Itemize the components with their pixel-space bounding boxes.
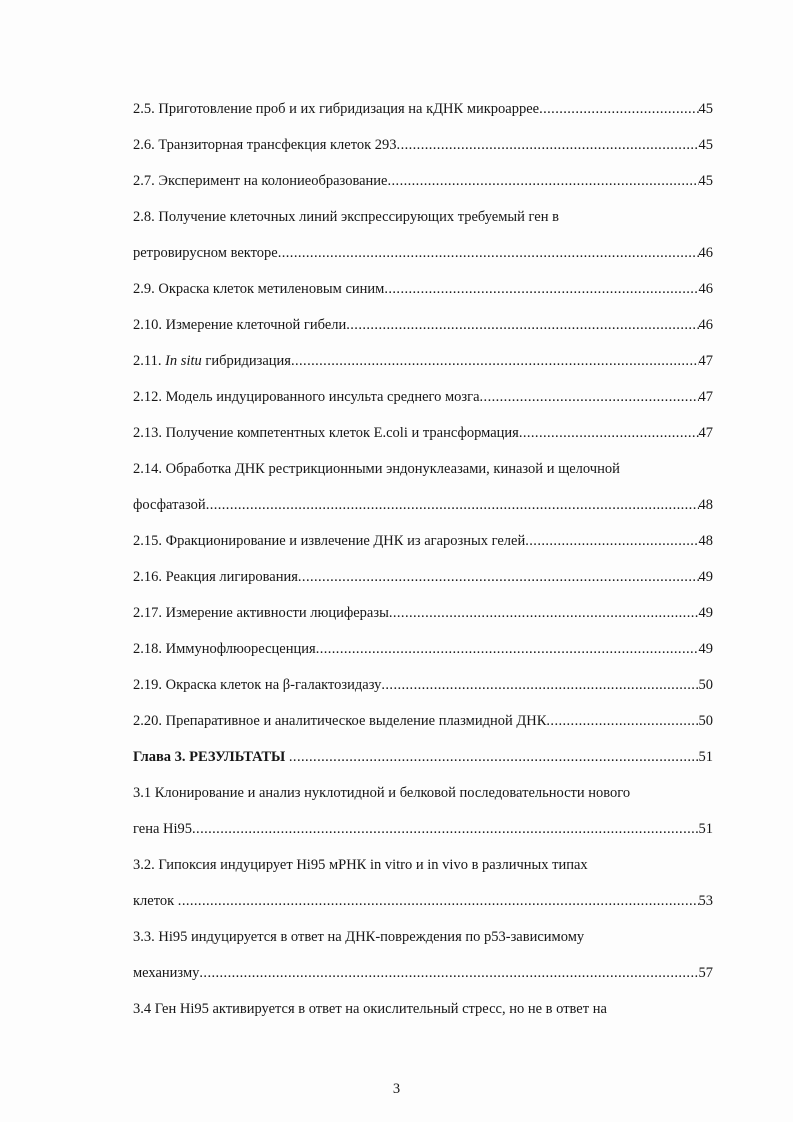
toc-entry-2-12[interactable] (133, 388, 713, 406)
toc-leader-dots (388, 172, 699, 190)
toc-entry-title: 2.16. Реакция лигирования (133, 569, 298, 585)
toc-page-number: 45 (698, 101, 713, 117)
toc-entry-title: гена Hi95 (133, 821, 193, 837)
toc-leader-dots (480, 388, 699, 406)
toc-leader-dots (539, 100, 698, 118)
toc-entry-2-20[interactable] (133, 712, 713, 730)
toc-page-number: 48 (698, 497, 713, 513)
toc-leader-dots (278, 244, 699, 262)
toc-leader-dots (289, 748, 699, 766)
toc-page-number: 46 (698, 245, 713, 261)
toc-entry-title: 2.17. Измерение активности люциферазы (133, 605, 389, 621)
toc-entry-3-1-line1[interactable]: 3.1 Клонирование и анализ нуклотидной и белковой последовательности нового (133, 785, 631, 801)
toc-page-number: 48 (698, 533, 713, 549)
toc-leader-dots (291, 352, 699, 370)
toc-entry-2-14[interactable] (133, 496, 713, 514)
toc-page-number: 46 (698, 281, 713, 297)
toc-page-number: 49 (698, 569, 713, 585)
toc-entry-2-9[interactable] (133, 280, 713, 298)
toc-entry-italic: In situ (165, 353, 202, 369)
toc-entry-3-2[interactable] (133, 892, 713, 910)
toc-entry-2-5[interactable] (133, 100, 713, 118)
toc-entry-2-19[interactable] (133, 676, 713, 694)
toc-entry-3-4-line1[interactable]: 3.4 Ген Hi95 активируется в ответ на окислительный стресс, но не в ответ на (133, 1001, 607, 1017)
toc-page-number: 53 (698, 893, 713, 909)
toc-leader-dots (381, 676, 698, 694)
toc-leader-dots (397, 136, 699, 154)
toc-entry-2-10[interactable] (133, 316, 713, 334)
toc-entry-title: 2.20. Препаративное и аналитическое выделение плазмидной ДНК (133, 713, 547, 729)
toc-entry-2-11[interactable] (133, 352, 713, 370)
toc-entry-2-8-line1[interactable]: 2.8. Получение клеточных линий экспрессирующих требуемый ген в (133, 209, 559, 225)
toc-page-number: 46 (698, 317, 713, 333)
toc-entry-chapter-3[interactable] (133, 748, 713, 766)
toc-page-number: 57 (698, 965, 713, 981)
toc-leader-dots (384, 280, 698, 298)
toc-page-number: 50 (698, 713, 713, 729)
toc-entry-title (133, 352, 291, 370)
toc-entry-text: гибридизация (201, 353, 291, 369)
toc-leader-dots (525, 532, 698, 550)
toc-page-number: 51 (698, 749, 713, 765)
toc-leader-dots (298, 568, 699, 586)
toc-page-number: 51 (698, 821, 713, 837)
toc-entry-3-3-line1[interactable]: 3.3. Hi95 индуцируется в ответ на ДНК-повреждения по р53-зависимому (133, 929, 585, 945)
toc-entry-title: 2.5. Приготовление проб и их гибридизация на кДНК микроаррее (133, 101, 540, 117)
toc-page-number: 47 (698, 353, 713, 369)
toc-entry-title: 2.6. Транзиторная трансфекция клеток 293 (133, 137, 397, 153)
toc-entry-title: 2.9. Окраска клеток метиленовым синим (133, 281, 385, 297)
toc-entry-title: 2.12. Модель индуцированного инсульта среднего мозга (133, 389, 480, 405)
toc-entry-title: 2.7. Эксперимент на колониеобразование (133, 173, 388, 189)
toc-leader-dots (178, 892, 699, 910)
toc-entry-2-7[interactable] (133, 172, 713, 190)
toc-entry-3-2-line1[interactable]: 3.2. Гипоксия индуцирует Hi95 мРНК in vitro и in vivo в различных типах (133, 857, 588, 873)
toc-leader-dots (389, 604, 699, 622)
toc-leader-dots (206, 496, 699, 514)
toc-entry-title: фосфатазой (133, 497, 206, 513)
toc-leader-dots (199, 964, 698, 982)
toc-page-number: 47 (698, 389, 713, 405)
toc-page-number: 47 (698, 425, 713, 441)
toc-leader-dots (316, 640, 699, 658)
toc-entry-title: механизму (133, 965, 200, 981)
toc-entry-2-16[interactable] (133, 568, 713, 586)
toc-leader-dots (519, 424, 699, 442)
toc-entry-2-14-line1[interactable]: 2.14. Обработка ДНК рестрикционными эндонуклеазами, киназой и щелочной (133, 461, 620, 477)
page-number: 3 (392, 1081, 401, 1097)
toc-entry-2-6[interactable] (133, 136, 713, 154)
toc-leader-dots (546, 712, 698, 730)
toc-entry-title: 2.18. Иммунофлюоресценция (133, 641, 316, 657)
toc-page-number: 49 (698, 641, 713, 657)
toc-entry-title: 2.10. Измерение клеточной гибели (133, 317, 347, 333)
toc-entry-2-17[interactable] (133, 604, 713, 622)
toc-page-number: 49 (698, 605, 713, 621)
toc-entry-number: 2.11. (133, 353, 166, 369)
toc-leader-dots (346, 316, 698, 334)
toc-entry-title: 2.19. Окраска клеток на β-галактозидазу (133, 677, 382, 693)
toc-entry-2-18[interactable] (133, 640, 713, 658)
toc-entry-title: 2.15. Фракционирование и извлечение ДНК из агарозных гелей (133, 533, 526, 549)
toc-entry-3-3[interactable] (133, 964, 713, 982)
toc-entry-title: ретровирусном векторе (133, 245, 278, 261)
toc-entry-title: 2.13. Получение компетентных клеток E.coli и трансформация (133, 425, 519, 441)
toc-entry-title: клеток (133, 893, 178, 909)
toc-leader-dots (192, 820, 698, 838)
toc-entry-2-13[interactable] (133, 424, 713, 442)
toc-chapter-title: Глава 3. РЕЗУЛЬТАТЫ (133, 749, 289, 765)
toc-entry-2-15[interactable] (133, 532, 713, 550)
toc-page-number: 45 (698, 137, 713, 153)
toc-entry-2-8[interactable] (133, 244, 713, 262)
toc-page-number: 45 (698, 173, 713, 189)
toc-page-number: 50 (698, 677, 713, 693)
toc-entry-3-1[interactable] (133, 820, 713, 838)
